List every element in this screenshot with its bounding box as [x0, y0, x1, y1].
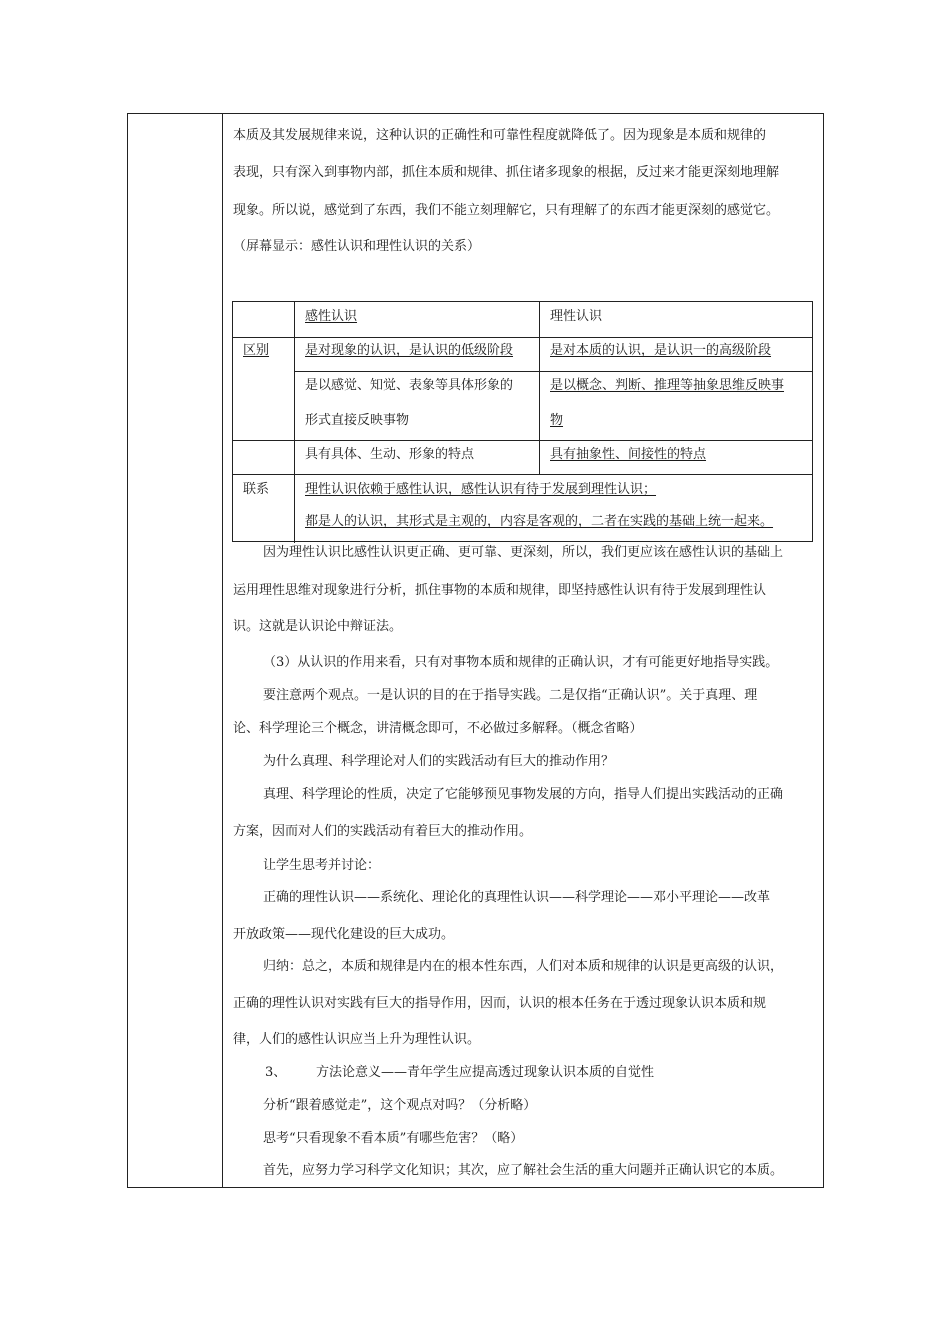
label-difference: 区别 [243, 343, 270, 358]
table-cell: 都是人的认识，其形式是主观的，内容是客观的，二者在实践的基础上统一起来。 [305, 514, 774, 529]
paragraph-line: 真理、科学理论的性质，决定了它能够预见事物发展的方向，指导人们提出实践活动的正确 [263, 787, 784, 802]
paragraph-line: 正确的理性认识对实践有巨大的指导作用，因而，认识的根本任务在于透过现象认识本质和规 [233, 996, 767, 1011]
header-perceptual: 感性认识 [305, 309, 358, 324]
paragraph-line: 方案，因而对人们的实践活动有着巨大的推动作用。 [233, 824, 533, 839]
table-cell: 是对现象的认识，是认识的低级阶段 [305, 343, 514, 358]
comparison-table [232, 301, 813, 542]
column-divider [222, 114, 223, 1187]
paragraph-line: 表现，只有深入到事物内部，抓住本质和规律、抓住诸多现象的根据，反过来才能更深刻地理解 [233, 165, 780, 180]
table-rule [294, 371, 812, 372]
table-cell: 是以概念、判断、推理等抽象思维反映事 [550, 378, 785, 393]
paragraph-line: 分析“跟着感觉走”，这个观点对吗？（分析略） [263, 1098, 537, 1113]
section-number: 3、 [265, 1065, 287, 1080]
paragraph-line: 论、科学理论三个概念，讲清概念即可，不必做过多解释。（概念省略） [233, 721, 643, 736]
table-rule [233, 337, 812, 338]
section-heading: 方法论意义——青年学生应提高透过现象认识本质的自觉性 [316, 1065, 655, 1080]
paragraph-line: 运用理性思维对现象进行分析，抓住事物的本质和规律，即坚持感性认识有待于发展到理性认 [233, 583, 767, 598]
paragraph-line: 因为理性认识比感性认识更正确、更可靠、更深刻，所以，我们更应该在感性认识的基础上 [263, 545, 784, 560]
table-cell: 是以感觉、知觉、表象等具体形象的 [305, 378, 514, 393]
question-line: 为什么真理、科学理论对人们的实践活动有巨大的推动作用？ [263, 754, 615, 769]
paragraph-line: 首先，应努力学习科学文化知识；其次，应了解社会生活的重大问题并正确认识它的本质。 [263, 1163, 784, 1178]
label-connection: 联系 [243, 482, 270, 497]
paragraph-line: （3）从认识的作用来看，只有对事物本质和规律的正确认识，才有可能更好地指导实践。 [263, 655, 779, 670]
paragraph-line: 开放政策——现代化建设的巨大成功。 [233, 927, 455, 942]
table-cell: 具有具体、生动、形象的特点 [305, 447, 475, 462]
paragraph-line: 律，人们的感性认识应当上升为理性认识。 [233, 1032, 481, 1047]
screen-display-note: （屏幕显示：感性认识和理性认识的关系） [233, 239, 481, 254]
table-rule [233, 440, 812, 441]
table-cell: 理性认识依赖于感性认识，感性认识有待于发展到理性认识； [305, 482, 657, 497]
paragraph-line: 本质及其发展规律来说，这种认识的正确性和可靠性程度就降低了。因为现象是本质和规律的 [233, 128, 767, 143]
table-cell: 形式直接反映事物 [305, 413, 410, 428]
paragraph-line: 让学生思考并讨论： [263, 858, 381, 873]
table-cell: 物 [550, 413, 564, 428]
document-frame [127, 113, 824, 1188]
header-rational: 理性认识 [550, 309, 603, 324]
paragraph-line: 现象。所以说，感觉到了东西，我们不能立刻理解它，只有理解了的东西才能更深刻的感觉它。 [233, 203, 780, 218]
table-rule [233, 474, 812, 475]
table-cell: 具有抽象性、间接性的特点 [550, 447, 707, 462]
paragraph-line: 思考“只看现象不看本质”有哪些危害？（略） [263, 1131, 524, 1146]
table-cell: 是对本质的认识，是认识一的高级阶段 [550, 343, 772, 358]
table-rule [294, 302, 295, 543]
paragraph-line: 归纳：总之，本质和规律是内在的根本性东西，人们对本质和规律的认识是更高级的认识， [263, 959, 784, 974]
paragraph-line: 识。这就是认识论中辩证法。 [233, 619, 403, 634]
table-rule [539, 302, 540, 474]
paragraph-line: 要注意两个观点。一是认识的目的在于指导实践。二是仅指“正确认识”。关于真理、理 [263, 688, 758, 703]
paragraph-line: 正确的理性认识——系统化、理论化的真理性认识——科学理论——邓小平理论——改革 [263, 890, 771, 905]
